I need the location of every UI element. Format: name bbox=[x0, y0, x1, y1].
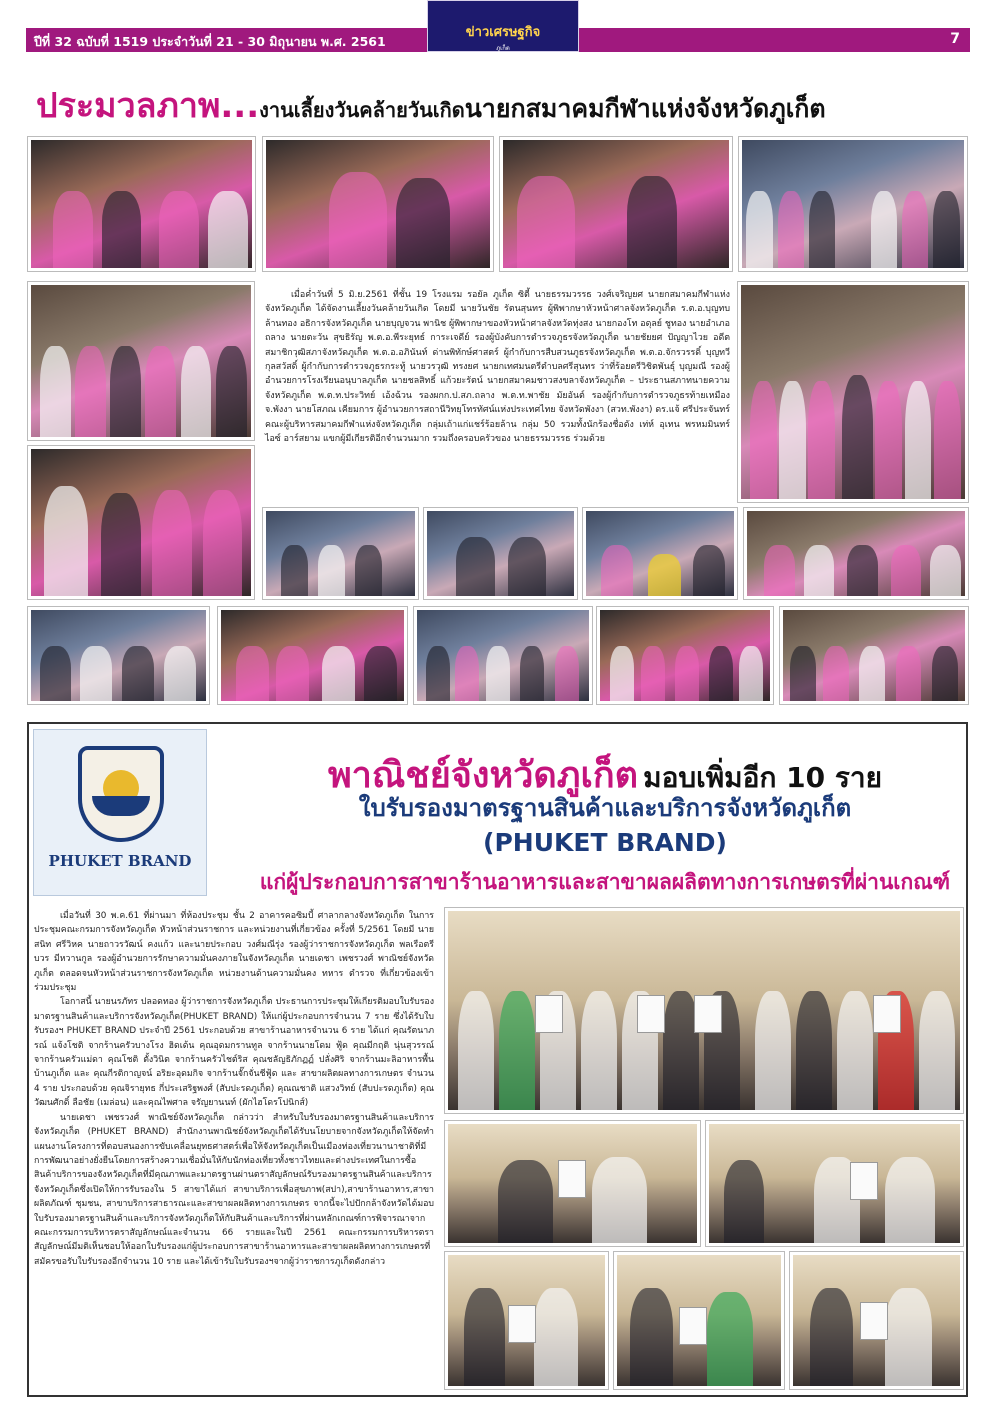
headline-part2: งานเลี้ยงวันคล้ายวันเกิด bbox=[259, 98, 465, 122]
headline-part1: ประมวลภาพ... bbox=[36, 86, 260, 126]
party-photo bbox=[263, 508, 418, 599]
section2-title-black: มอบเพิ่มอีก 10 ราย bbox=[643, 761, 883, 794]
party-photo bbox=[583, 508, 737, 599]
party-photo bbox=[28, 282, 254, 440]
section2-brand: (PHUKET BRAND) bbox=[483, 828, 727, 857]
party-photo bbox=[744, 508, 968, 599]
section2-title-pink: พาณิชย์จังหวัดภูเก็ต bbox=[327, 755, 639, 796]
page-number: 7 bbox=[950, 31, 960, 47]
party-photo bbox=[738, 282, 968, 502]
article-body-phuket-brand bbox=[34, 909, 434, 1269]
logo-subtitle: ภูเก็ต bbox=[496, 45, 510, 52]
ceremony-photo bbox=[445, 1252, 608, 1389]
newspaper-logo bbox=[427, 0, 579, 52]
article-paragraph: เมื่อวันที่ 30 พ.ค.61 ที่ผ่านมา ที่ห้องประชุม ชั้น 2 อาคารคอซิมบี้ ศาลากลางจังหวัดภูเก็ต ในการประชุมคณะกรมการจังหวัดภูเก็ต หัวหน้าส่วนราชการ และหน่วยงานที่เกี่ยวข้อง ครั้งที่ 5/2561 โดยมี นายสนิท ศรีวิหค นายถาวรวัฒน์ คงแก้ว และนายประกอบ วงศ์มณีรุ่ง รองผู้ว่าราชการจังหวัดภูเก็ต พลเรือตรี บวร มีหวานกูล รองผู้อำนวยการรักษาความมั่นคงภายในจังหวัดภูเก็ต นายเดชา เพชรวงศ์ พาณิชย์จังหวัดภูเก็ต ตลอดจนหัวหน้าส่วนราชการจังหวัดภูเก็ต หน่วยงานด้านความมั่นคง ทหาร ตำรวจ ที่เกี่ยวข้องเข้าร่วมประชุม bbox=[34, 911, 434, 994]
party-photo bbox=[597, 607, 773, 704]
party-photo bbox=[739, 137, 967, 271]
logo-title: ข่าวเศรษฐกิจ bbox=[465, 25, 541, 40]
article-paragraph: โอกาสนี้ นายนรภัทร ปลอดทอง ผู้ว่าราชการจังหวัดภูเก็ต ประธานการประชุมให้เกียรติมอบใบรับรองมาตรฐานสินค้าและบริการจังหวัดภูเก็ต(PHUKET BRAND) ให้แก่ผู้ประกอบการจำนวน 7 ราย ซึ่งได้รับใบรับรองฯ PHUKET BRAND ประจำปี 2561 ประกอบด้วย สาขาร้านอาหารจำนวน 6 ราย ได้แก่ คุณรัตนาภรณ์ แจ้งโชติ จากร้านครัวบางโรง ฮิดเด้น คุณอุดมกรานทูล จากร้านนายโดม ฟู้ด คุณมีกฤติ นุ่นสุวรรณ์ จากร้านครัวแม่ดา คุณโชติ ตั้งวินิต จากร้านครัวไชต์ริส คุณชลัญธิภักฏฏ์ ปลั่งศิริ จากร้านมะลิอาหารพื้นบ้านภูเก็ต และ คุณกีรติกาญจน์ อริยะอุดมกิจ จากร้านจั๊กจั่นชีฟู้ด และ สาขาผลิตผลทางการเกษตร จำนวน 4 ราย ประกอบด้วย คุณจิรายุทธ กี่ประเสริฐพงศ์ (สับปะรดภูเก็ต) คุณณชาติ แสวงวิทย์ (สับปะรดภูเก็ต) คุณวัฒนศักดิ์ ลือชัย (เมล่อน) และคุณไพศาล จรัญยานนท์ (ผักไฮโดรโปนิกส์) bbox=[34, 997, 434, 1109]
party-photo bbox=[424, 508, 577, 599]
headline-part3: นายกสมาคมกีฬาแห่งจังหวัดภูเก็ต bbox=[464, 94, 826, 123]
party-photo bbox=[218, 607, 407, 704]
section2-tagline: แก่ผู้ประกอบการสาขาร้านอาหารและสาขาผลผลิตทางการเกษตรที่ผ่านเกณฑ์ bbox=[259, 870, 951, 894]
phuket-brand-emblem-icon bbox=[78, 746, 164, 842]
phuket-brand-logo-text: PHUKET BRAND bbox=[48, 852, 192, 870]
ceremony-group-photo bbox=[445, 908, 963, 1113]
party-photo bbox=[263, 137, 493, 271]
party-photo bbox=[500, 137, 732, 271]
party-photo bbox=[28, 446, 254, 599]
article-body-party bbox=[265, 288, 730, 446]
party-photo bbox=[780, 607, 968, 704]
issue-line: ปีที่ 32 ฉบับที่ 1519 ประจำวันที่ 21 - 30 มิถุนายน พ.ศ. 2561 bbox=[34, 34, 386, 49]
party-photo bbox=[28, 607, 209, 704]
ceremony-photo bbox=[790, 1252, 963, 1389]
article-paragraph: นายเดชา เพชรวงศ์ พาณิชย์จังหวัดภูเก็ต กล่าวว่า สำหรับใบรับรองมาตรฐานสินค้าและบริการจังหวัดภูเก็ต (PHUKET BRAND) สำนักงานพาณิชย์จังหวัดภูเก็ตได้รับนโยบายจากจังหวัดภูเก็ตให้จัดทำแผนงานโครงการที่ตอบสนองการขับเคลื่อนยุทธศาสตร์เพื่อให้จังหวัดภูเก็ตเป็นเมืองท่องเที่ยวนานาชาติที่มีการพัฒนาอย่างยั่งยืนโดยการสร้างความเชื่อมั่นให้กับนักท่องเที่ยวทั้งชาวไทยและต่างประเทศในการซื้อสินค้าบริการของจังหวัดภูเก็ตที่มีคุณภาพและมาตรฐานผ่านตราสัญลักษณ์รับรองมาตรฐานสินค้าและบริการจังหวัดภูเก็ตซึ่งเปิดให้การรับรองใน 5 สาขาได้แก่ สาขาบริการเพื่อสุขภาพ(สปา),สาขาร้านอาหาร,สาขาผลิตภัณฑ์ ชุมชน, สาขาบริการสาธารณะและสาขาผลผลิตทางการเกษตร จากนี้จะไปปักกล้าจังหวัดได้มอบใบรับรองมาตรฐานสินค้าและบริการจังหวัดภูเก็ตให้กับสินค้าและบริการที่ผ่านหลักเกณฑ์การพิจารณาจากคณะกรรมการบริหารตราสัญลักษณ์และจำนวน 66 รายและในปี 2561 คณะกรรมการบริหารตราสัญลักษณ์มีมติเห็นชอบให้ออกใบรับรองแก่ผู้ประกอบการสาขาร้านอาหารและสาขาผลผลิตทางการเกษตรที่สมัครขอรับใบรับรองอีกจำนวน 10 ราย และได้เข้ารับใบรับรองฯจากผู้ว่าราชการภูเก็ตดังกล่าว bbox=[34, 1112, 434, 1267]
phuket-brand-logo bbox=[33, 729, 207, 896]
article-paragraph: เมื่อค่ำวันที่ 5 มิ.ย.2561 ที่ชั้น 19 โรงแรม รอยัล ภูเก็ต ซิตี้ นายธรรมวรรธ วงศ์เจริญยศ นายกสมาคมกีฬาแห่งจังหวัดภูเก็ต ได้จัดงานเลี้ยงวันคล้ายวันเกิด โดยมี นายวันชัย รัตนสุนทร ผู้พิพากษาหัวหน้าศาลจังหวัดภูเก็ต ร.ต.อ.บุญทบ ล้านทอง อธิการจังหวัดภูเก็ต นายบุญจวน พานิช ผู้พิพากษาของหัวหน้าศาลจังหวัดทุ่งสง นายกองโท อดุลย์ ชูทอง นายอำเภอถลาง นายตะวัน สุขธิรัญ พ.ต.อ.พีระยุทธ์ การะเจดีย์ รองผู้บังคับการตำรวจภูธรจังหวัดภูเก็ต นายชัยยศ ปัญญาไวย อดีตสมาชิกวุฒิสภาจังหวัดภูเก็ต พ.ต.อ.อภินันท์ ด่านพิทักษ์ศาสตร์ ผู้กำกับการสืบสวนภูธรจังหวัดภูเก็ต พ.ต.อ.จักรวรรดิ์ บุญทวีกุลสวัสดิ์ ผู้กำกับการตำรวจภูธรกระทู้ นายวรวุฒิ ทรงยศ นายกเทศมนตรีตำบลศรีสุนทร ว่าที่ร้อยตรีวิชิตพันธุ์ บุญมณี รองผู้อำนวยการโรงเรียนอนุบาลภูเก็ต นายชลสิทธิ์ แก้วยะรัตน์ นายกสมาคมชาวสงขลาจังหวัดภูเก็ต – ประธานสภาทนายความจังหวัดภูเก็ต พ.ต.ท.ประวิทย์ เอ้งฉ้วน รองผกก.ป.สภ.ถลาง พ.ต.ท.พาชัย มัยอันต์ รองผู้กำกับการตำรวจภูธรท้ายเหมือง จ.พังงา นายโสภณ เคียมการ ผู้อำนวยการสถานีวิทยุโทรทัศน์แห่งประเทศไทย จังหวัดพังงา (สวท.พังงา) ดร.แจ้ ศรีประจันทร์ คณะผู้บริหารสมาคมกีฬาแห่งจังหวัดภูเก็ต กลุ่มเถ้าแก่แชร์ร้อยล้าน กลุ่ม 50 รวมทั้งนักร้องชื่อดัง เท่ห์ อุเทน พรหมมินทร์ ไอซ์ อาร์สยาม แขกผู้มีเกียรติอีกจำนวนมาก รวมถึงครอบครัวของ นายธรรมวรรธ ร่วมด้วย bbox=[265, 290, 730, 445]
party-photo bbox=[414, 607, 592, 704]
ceremony-photo bbox=[706, 1121, 963, 1246]
ceremony-photo bbox=[445, 1121, 700, 1246]
ceremony-photo bbox=[614, 1252, 784, 1389]
party-photo bbox=[28, 137, 255, 271]
page-headline bbox=[36, 78, 976, 126]
section2-subtitle: ใบรับรองมาตรฐานสินค้าและบริการจังหวัดภูเก็ต bbox=[358, 794, 852, 822]
